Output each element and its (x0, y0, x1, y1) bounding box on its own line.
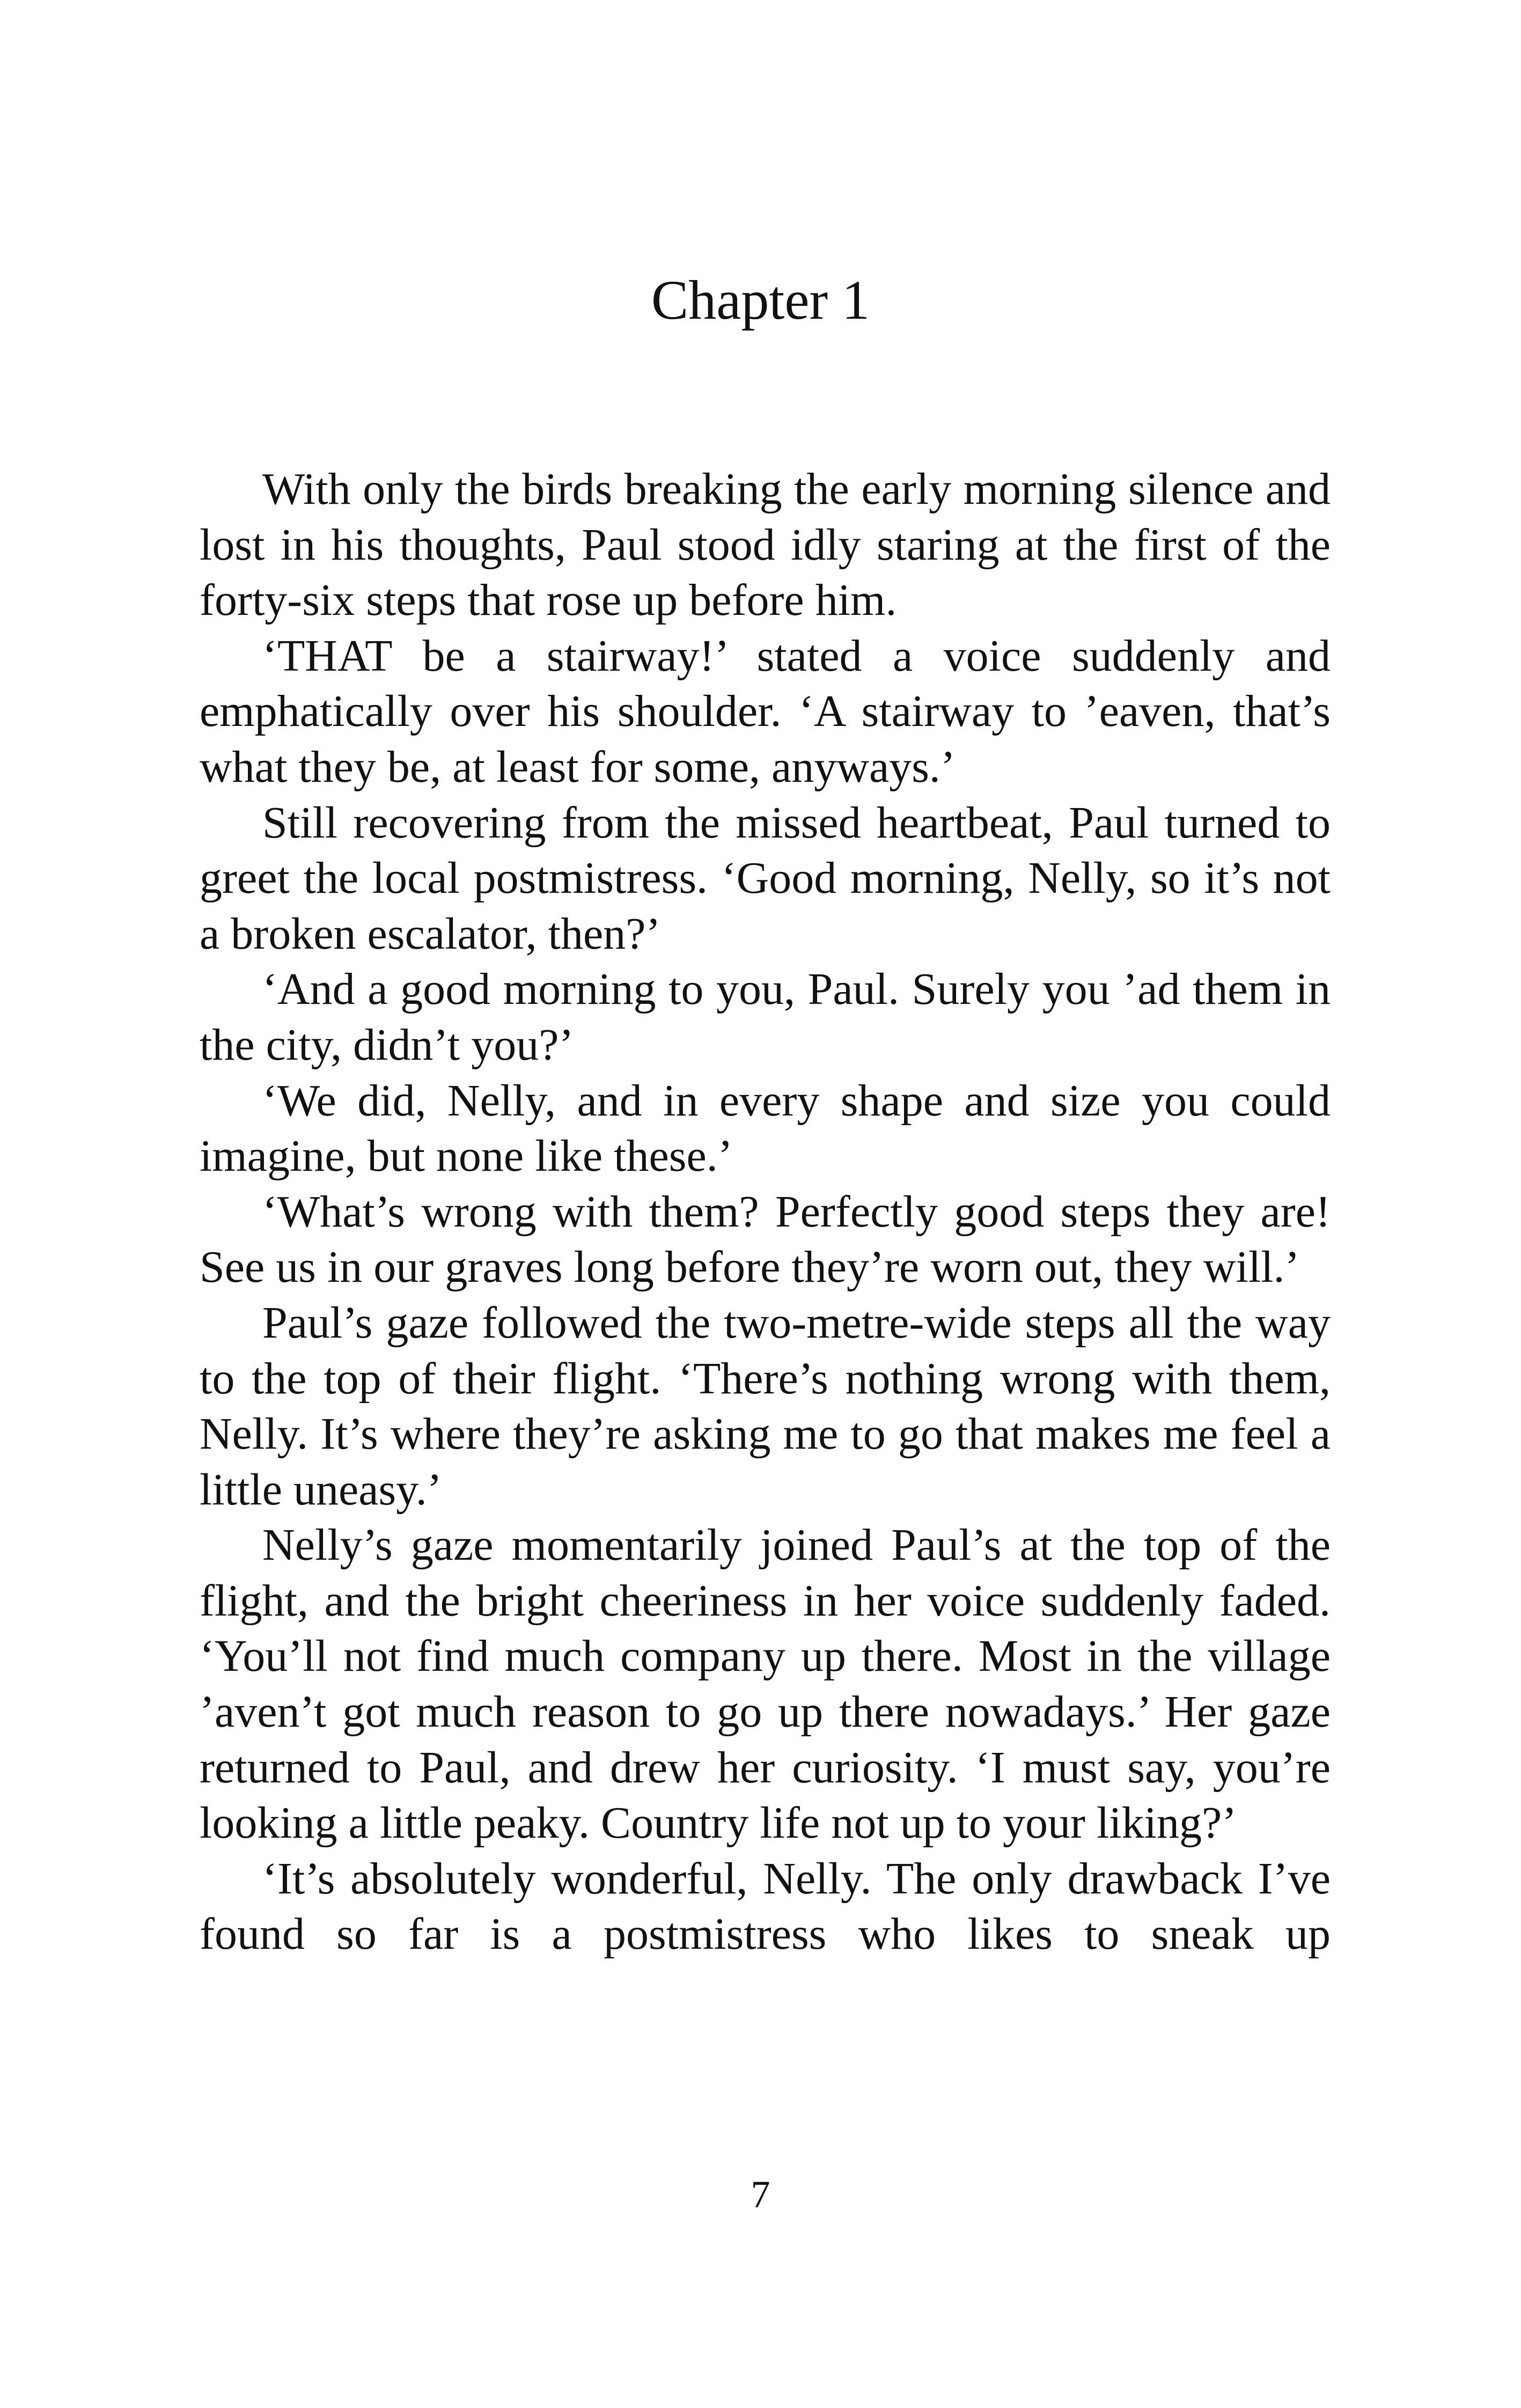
paragraph: ‘And a good morning to you, Paul. Surely you ’ad them in the city, didn’t you?’ (200, 964, 1331, 1070)
chapter-title: Chapter 1 (651, 269, 870, 331)
paragraph: With only the birds breaking the early morning silence and lost in his thoughts, Paul stood idly staring at the first of the forty-six steps that rose up before him. (200, 464, 1331, 626)
paragraph: Paul’s gaze followed the two-metre-wide steps all the way to the top of their flight. ‘There’s nothing wrong with them, Nelly. It’s where they’re asking me to go that makes me feel a little uneasy.’ (200, 1297, 1331, 1515)
paragraph: Nelly’s gaze momentarily joined Paul’s at the top of the flight, and the bright cheeriness in her voice suddenly faded. ‘You’ll not find much company up there. Most in the village ’aven’t got much reason to go up there nowadays.’ Her gaze returned to Paul, and drew her curiosity. ‘I must say, you’re looking a little peaky. Country life not up to your liking?’ (200, 1520, 1331, 1848)
paragraph: ‘It’s absolutely wonderful, Nelly. The only drawback I’ve found so far is a postmistress who likes to sneak up (200, 1853, 1331, 1959)
page-number: 7 (751, 2173, 770, 2216)
chapter-body (200, 461, 1331, 1962)
paragraph: ‘We did, Nelly, and in every shape and size you could imagine, but none like these.’ (200, 1075, 1331, 1181)
paragraph: ‘What’s wrong with them? Perfectly good steps they are! See us in our graves long before they’re worn out, they will.’ (200, 1186, 1331, 1293)
paragraph: ‘THAT be a stairway!’ stated a voice suddenly and emphatically over his shoulder. ‘A stairway to ’eaven, that’s what they be, at least for some, anyways.’ (200, 630, 1331, 792)
paragraph: Still recovering from the missed heartbeat, Paul turned to greet the local postmistress. ‘Good morning, Nelly, so it’s not a broken escalator, then?’ (200, 797, 1331, 959)
